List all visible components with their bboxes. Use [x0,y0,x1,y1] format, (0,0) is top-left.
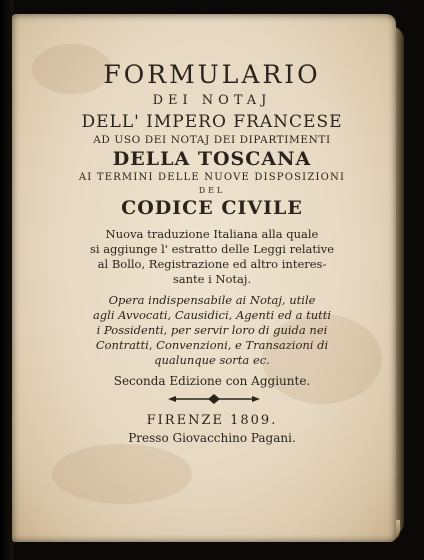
translation-note-line: si aggiunge l' estratto delle Leggi relative [89,242,335,256]
subtitle-del: DEL [198,186,226,195]
imprint-publisher: Presso Giovacchino Pagani. [128,431,296,445]
translation-note-line: sante i Notaj. [172,272,252,286]
audience-note [0,293,424,368]
subtitle-termini: AI TERMINI DELLE NUOVE DISPOSIZIONI [78,172,346,183]
audience-note-line: Contratti, Convenzioni, e Transazioni di [95,338,329,352]
audience-note-line: qualunque sorta ec. [154,353,270,367]
title-formulario: FORMULARIO [103,60,321,89]
translation-note [0,227,424,287]
audience-note-line: agli Avvocati, Causidici, Agenti ed a tutti [92,308,332,322]
subtitle-ad-uso: AD USO DEI NOTAJ DEI DIPARTIMENTI [93,134,331,146]
subtitle-impero-francese: DELL' IMPERO FRANCESE [81,112,343,132]
translation-note-line: Nuova traduzione Italiana alla quale [105,227,319,241]
audience-note-line: i Possidenti, per servir loro di guida nei [96,323,328,337]
audience-note-line: Opera indispensabile ai Notaj, utile [108,293,316,307]
subtitle-dei-notaj: DEI NOTAJ [152,93,272,108]
paper-stain [52,444,192,504]
imprint-city-year: FIRENZE 1809. [146,413,278,428]
printer-ornament-rule-icon [168,393,260,405]
subtitle-codice-civile: CODICE CIVILE [121,197,303,219]
edition-statement: Seconda Edizione con Aggiunte. [113,374,311,388]
subtitle-della-toscana: DELLA TOSCANA [112,148,312,170]
translation-note-line: al Bollo, Registrazione ed altro interes- [97,257,327,271]
